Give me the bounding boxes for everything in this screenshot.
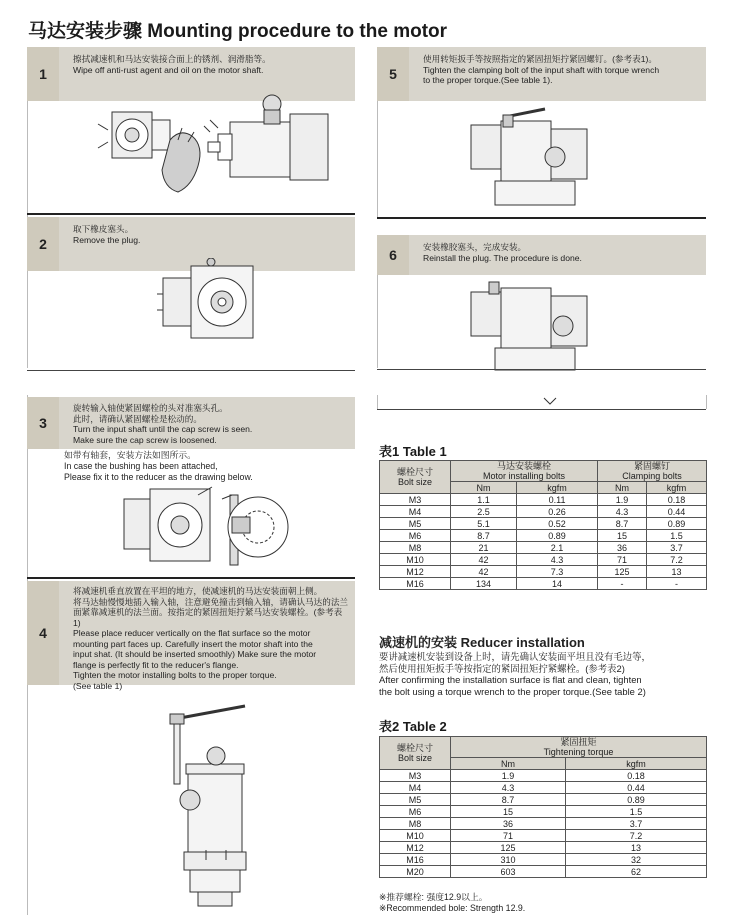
- value-cell: 0.18: [566, 770, 707, 782]
- value-cell: 603: [451, 866, 566, 878]
- bolt-size-cell: M5: [380, 794, 451, 806]
- table1-header-size: 螺栓尺寸 Bolt size: [380, 461, 451, 494]
- table-row: [380, 494, 707, 506]
- value-cell: 0.18: [647, 494, 707, 506]
- value-cell: 71: [598, 554, 647, 566]
- table1-caption: 表1 Table 1: [379, 444, 447, 459]
- step-1-divider: [27, 213, 355, 215]
- step-6-divider: [377, 369, 706, 370]
- value-cell: -: [647, 578, 707, 590]
- value-cell: 0.44: [566, 782, 707, 794]
- value-cell: 0.89: [517, 530, 598, 542]
- step-6-bottom-line: [377, 409, 706, 410]
- table2-unit-header: Nm: [451, 758, 566, 770]
- value-cell: 1.1: [451, 494, 517, 506]
- value-cell: 310: [451, 854, 566, 866]
- value-cell: 134: [451, 578, 517, 590]
- value-cell: 21: [451, 542, 517, 554]
- value-cell: 4.3: [451, 782, 566, 794]
- value-cell: 0.52: [517, 518, 598, 530]
- table-row: [380, 542, 707, 554]
- step-5-illustration: [465, 105, 595, 215]
- value-cell: 7.3: [517, 566, 598, 578]
- value-cell: 7.2: [647, 554, 707, 566]
- table-row: [380, 770, 707, 782]
- step-6-tail-right: [706, 395, 707, 409]
- table-row: [380, 842, 707, 854]
- step-4-text: 将减速机垂直放置在平坦的地方，使减速机的马达安装面朝上侧。 将马达轴慢慢地插入输入轴，注意避免撞击到输入轴，请确认马达的法兰 面紧靠减速机的法兰面。按指定的紧固扭矩拧紧马达安装螺栓。(参考表1) Please place reducer vertically on the flat surface so the motor mounting part faces up. Carefully insert the motor shaft into the input shat. (It should be inserted smoothly) Make sure the motor flange is perfectly fit to the reducer's flange. Tighten the motor installing bolts to the proper torque. (See table 1): [73, 586, 349, 691]
- step-1-illustration: [90, 90, 340, 205]
- bolt-size-cell: M5: [380, 518, 451, 530]
- step-3-illustration: [118, 485, 308, 575]
- value-cell: 2.5: [451, 506, 517, 518]
- value-cell: 8.7: [598, 518, 647, 530]
- table1-unit-header: kgfm: [647, 482, 707, 494]
- table1-unit-header: Nm: [451, 482, 517, 494]
- recommended-bolt-note: ※推荐螺栓: 强度12.9以上。 ※Recommended bole: Strength 12.9.: [379, 892, 526, 913]
- step-4-number: 4: [27, 581, 59, 685]
- bolt-size-cell: M16: [380, 854, 451, 866]
- value-cell: 2.1: [517, 542, 598, 554]
- bolt-size-cell: M6: [380, 806, 451, 818]
- table-row: [380, 530, 707, 542]
- table1-unit-header: Nm: [598, 482, 647, 494]
- table2: [379, 736, 707, 878]
- step-3-divider: [27, 577, 355, 579]
- bolt-size-cell: M8: [380, 818, 451, 830]
- step-6-illustration: [465, 278, 595, 373]
- bolt-size-cell: M8: [380, 542, 451, 554]
- step-5-text: 使用转矩扳手等按照指定的紧固扭矩拧紧固螺钉。(参考表1)。 Tighten the clamping bolt of the input shaft with torque wrench to the proper torque.(See table 1).: [423, 54, 660, 85]
- value-cell: 1.5: [647, 530, 707, 542]
- table1: [379, 460, 707, 590]
- table2-caption: 表2 Table 2: [379, 719, 447, 734]
- table1-header-clamp: 紧固螺钉 Clamping bolts: [598, 461, 707, 482]
- table-row: [380, 518, 707, 530]
- table-row: [380, 794, 707, 806]
- value-cell: 3.7: [647, 542, 707, 554]
- value-cell: 36: [451, 818, 566, 830]
- value-cell: 8.7: [451, 530, 517, 542]
- value-cell: 13: [647, 566, 707, 578]
- bolt-size-cell: M10: [380, 554, 451, 566]
- value-cell: 1.9: [451, 770, 566, 782]
- value-cell: 7.2: [566, 830, 707, 842]
- step-6-header: [377, 235, 706, 275]
- bolt-size-cell: M12: [380, 566, 451, 578]
- value-cell: 15: [451, 806, 566, 818]
- value-cell: 0.26: [517, 506, 598, 518]
- step-2-divider: [27, 370, 355, 371]
- table-row: [380, 566, 707, 578]
- value-cell: 71: [451, 830, 566, 842]
- value-cell: 0.89: [647, 518, 707, 530]
- bolt-size-cell: M4: [380, 506, 451, 518]
- value-cell: 125: [451, 842, 566, 854]
- value-cell: 1.9: [598, 494, 647, 506]
- bolt-size-cell: M16: [380, 578, 451, 590]
- value-cell: 62: [566, 866, 707, 878]
- bolt-size-cell: M3: [380, 494, 451, 506]
- value-cell: 0.89: [566, 794, 707, 806]
- value-cell: 0.44: [647, 506, 707, 518]
- step-6-number: 6: [377, 235, 409, 275]
- step-2-illustration: [155, 258, 265, 348]
- step-2-text: 取下橡皮塞头。 Remove the plug.: [73, 224, 141, 245]
- page-title: 马达安装步骤 Mounting procedure to the motor: [28, 21, 448, 42]
- value-cell: 42: [451, 554, 517, 566]
- step-3-bushing-note: 如带有轴套，安装方法如图所示。 In case the bushing has been attached, Please fix it to the reducer as the drawing below.: [64, 450, 253, 482]
- value-cell: 4.3: [517, 554, 598, 566]
- value-cell: 1.5: [566, 806, 707, 818]
- table1-unit-header: kgfm: [517, 482, 598, 494]
- step-1-number: 1: [27, 47, 59, 101]
- step-5-number: 5: [377, 47, 409, 101]
- value-cell: 13: [566, 842, 707, 854]
- table2-header-torque: 紧固扭矩 Tightening torque: [451, 737, 707, 758]
- table-row: [380, 866, 707, 878]
- table-row: [380, 578, 707, 590]
- bolt-size-cell: M20: [380, 866, 451, 878]
- step-1-text: 擦拭减速机和马达安装接合面上的锈剂、润滑脂等。 Wipe off anti-rust agent and oil on the motor shaft.: [73, 54, 271, 75]
- step-5-header: [377, 47, 706, 101]
- table2-header-size: 螺栓尺寸 Bolt size: [380, 737, 451, 770]
- reducer-installation-title: 减速机的安装 Reducer installation: [379, 635, 585, 650]
- bolt-size-cell: M3: [380, 770, 451, 782]
- step-3-number: 3: [27, 397, 59, 449]
- value-cell: 32: [566, 854, 707, 866]
- table-row: [380, 506, 707, 518]
- table-row: [380, 830, 707, 842]
- table-row: [380, 818, 707, 830]
- value-cell: 0.11: [517, 494, 598, 506]
- table1-header-motor: 马达安装螺栓 Motor installing bolts: [451, 461, 598, 482]
- bolt-size-cell: M4: [380, 782, 451, 794]
- value-cell: 42: [451, 566, 517, 578]
- value-cell: -: [598, 578, 647, 590]
- step-6-tail-left: [377, 395, 378, 409]
- step-3-header: [27, 397, 355, 449]
- value-cell: 125: [598, 566, 647, 578]
- bolt-size-cell: M6: [380, 530, 451, 542]
- table2-unit-header: kgfm: [566, 758, 707, 770]
- value-cell: 5.1: [451, 518, 517, 530]
- step-6-text: 安装橡胶塞头，完成安装。 Reinstall the plug. The procedure is done.: [423, 242, 582, 263]
- step-5-divider: [377, 217, 706, 219]
- bolt-size-cell: M12: [380, 842, 451, 854]
- table-row: [380, 806, 707, 818]
- table-row: [380, 782, 707, 794]
- bolt-size-cell: M10: [380, 830, 451, 842]
- table-row: [380, 854, 707, 866]
- reducer-installation-text: 要讲减速机安装到设备上时，请先确认安装面平坦且没有毛边等， 然后使用扭矩扳手等按指定的紧固扭矩拧紧螺栓。(参考表2) After confirming the installation surface is flat and clean, tighten the bolt using a torque wrench to the proper torque.(See table 2): [379, 651, 651, 697]
- value-cell: 4.3: [598, 506, 647, 518]
- value-cell: 8.7: [451, 794, 566, 806]
- value-cell: 14: [517, 578, 598, 590]
- table-row: [380, 554, 707, 566]
- step-4-header: [27, 581, 355, 691]
- chevron-down-icon: [540, 396, 560, 406]
- value-cell: 3.7: [566, 818, 707, 830]
- step-2-number: 2: [27, 217, 59, 271]
- step-3-text: 旋转输入轴使紧固螺栓的头对准塞头孔。 此时，请确认紧固螺栓是松动的。 Turn the input shaft until the cap screw is seen. Make sure the cap screw is loosened.: [73, 403, 253, 445]
- value-cell: 36: [598, 542, 647, 554]
- value-cell: 15: [598, 530, 647, 542]
- step-4-illustration: [150, 700, 260, 910]
